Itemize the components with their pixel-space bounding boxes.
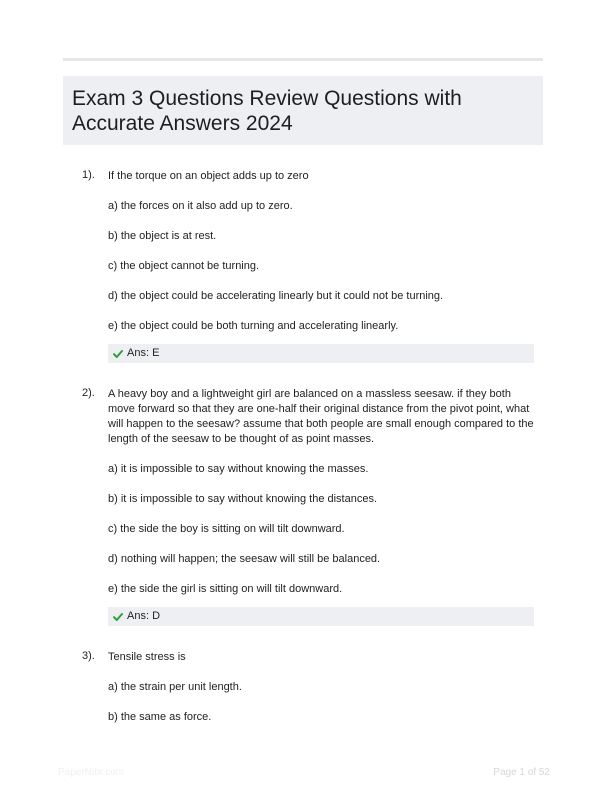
check-icon — [113, 612, 123, 622]
answer-option: c) the object cannot be turning. — [108, 260, 260, 272]
question-text: If the torque on an object adds up to zero — [108, 170, 309, 182]
question-number: 3). — [82, 650, 95, 662]
document-title: Exam 3 Questions Review Questions with Accurate Answers 2024 — [72, 87, 462, 135]
top-divider — [63, 58, 543, 61]
answer-option: b) it is impossible to say without knowing the distances. — [108, 493, 378, 505]
answer-option: e) the object could be both turning and accelerating linearly. — [108, 320, 399, 332]
answer-option: e) the side the girl is sitting on will tilt downward. — [108, 583, 343, 595]
answer-box — [108, 344, 534, 363]
question-number: 2). — [82, 387, 95, 399]
question-text: Tensile stress is — [108, 651, 186, 663]
answer-label: Ans: D — [127, 610, 161, 622]
answer-option: a) the forces on it also add up to zero. — [108, 200, 293, 212]
answer-option: a) the strain per unit length. — [108, 681, 242, 693]
answer-option: b) the object is at rest. — [108, 230, 217, 242]
page-number: Page 1 of 52 — [493, 767, 550, 778]
answer-option: d) nothing will happen; the seesaw will still be balanced. — [108, 553, 381, 565]
answer-label: Ans: E — [127, 347, 160, 359]
answer-option: b) the same as force. — [108, 711, 212, 723]
question-number: 1). — [82, 169, 95, 181]
title-banner — [63, 76, 543, 145]
answer-option: d) the object could be accelerating linearly but it could not be turning. — [108, 290, 444, 302]
answer-box — [108, 607, 534, 626]
question-text: A heavy boy and a lightweight girl are balanced on a massless seesaw. if they both move forward so that they are one-half their original distance from the pivot point, what will happen to the seesaw? assume that both people are small enough compared to the length of the seesaw to be thought of as point masses. — [108, 388, 534, 445]
answer-option: a) it is impossible to say without knowing the masses. — [108, 463, 369, 475]
answer-option: c) the side the boy is sitting on will tilt downward. — [108, 523, 345, 535]
check-icon — [113, 349, 123, 359]
footer-watermark: PaperNibr.com — [58, 767, 125, 778]
